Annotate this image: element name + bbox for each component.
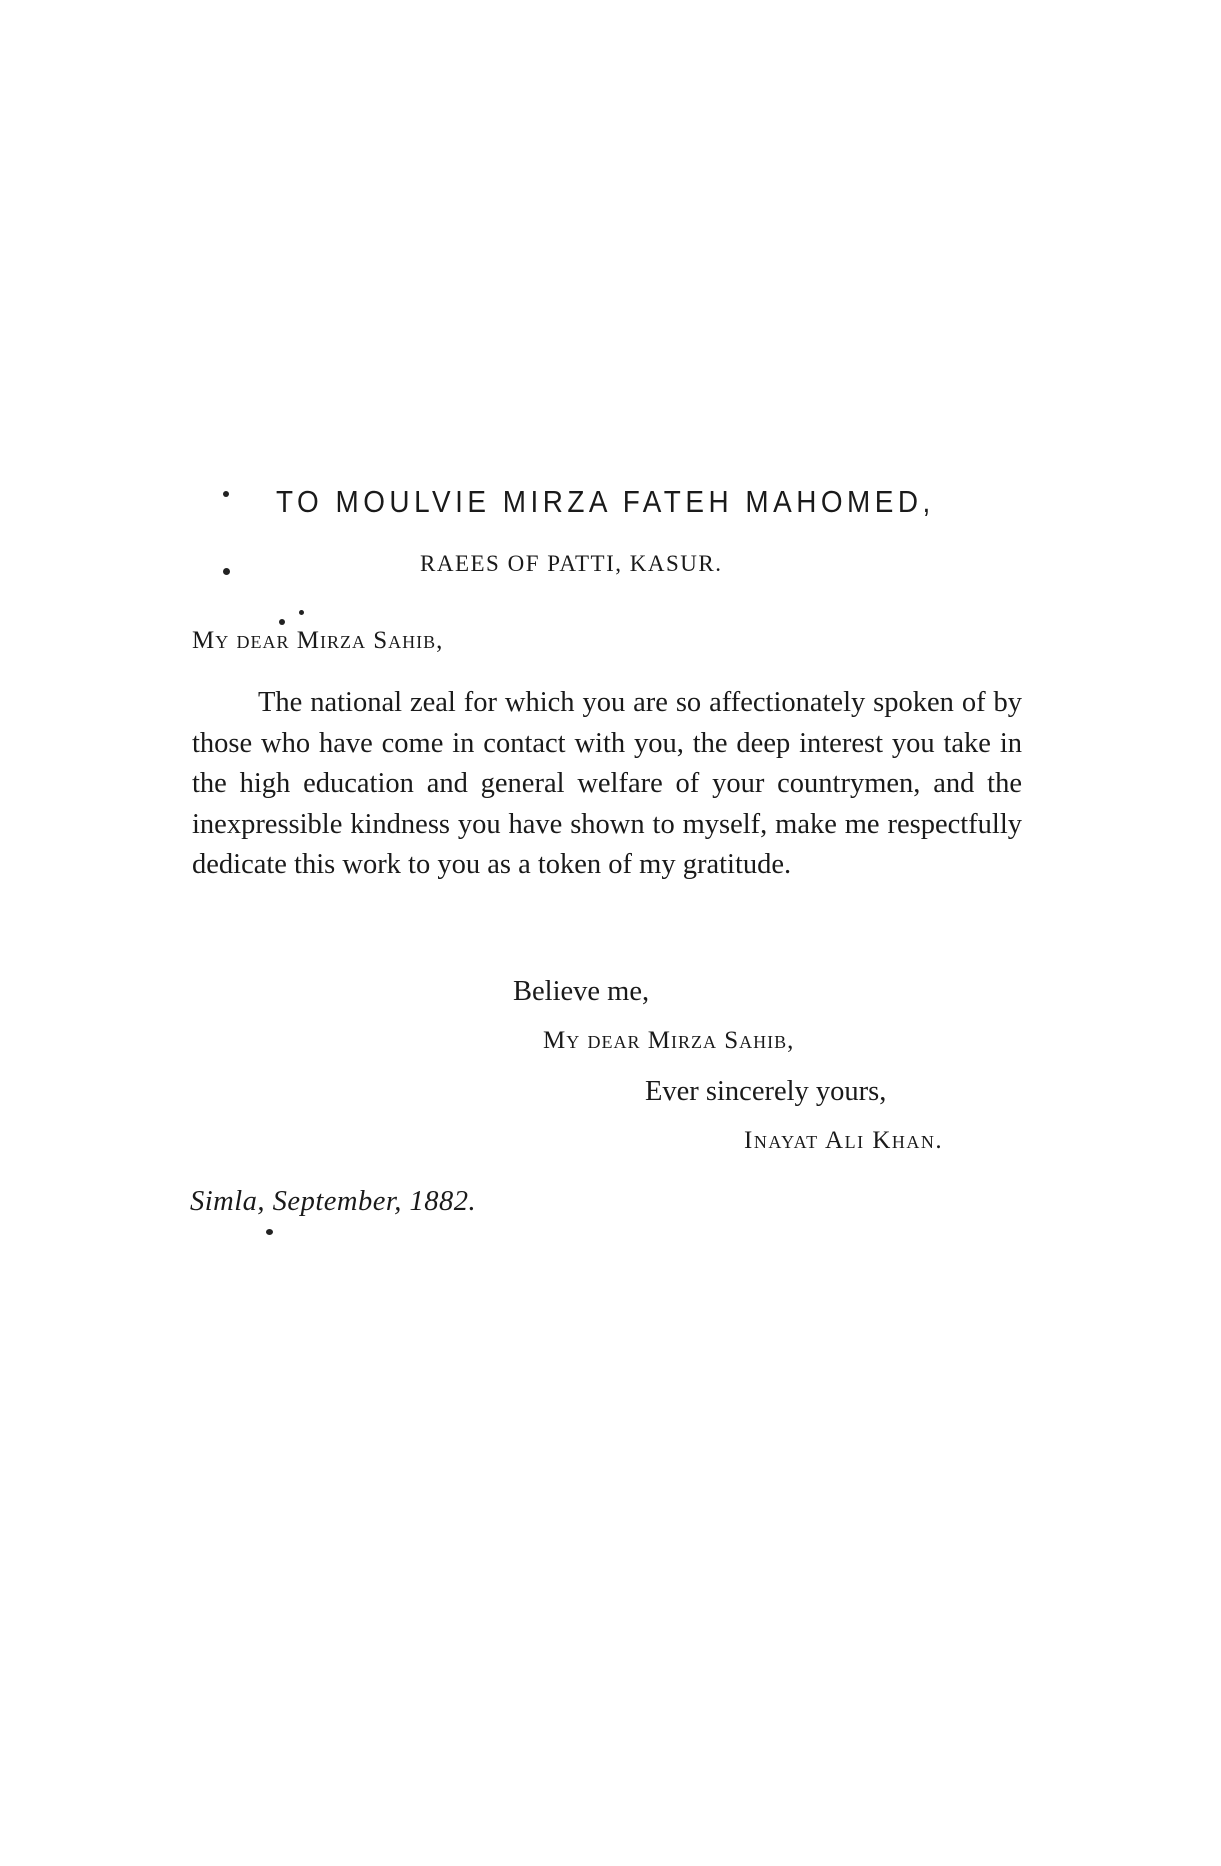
ink-speck [299, 610, 304, 615]
salutation: My dear Mirza Sahib, [192, 627, 444, 654]
signature: Inayat Ali Khan. [744, 1127, 944, 1154]
dedication-body: The national zeal for which you are so affectionately spoken of by those who have come in contact with you, the deep interest you take in the high education and general welfare of your countrymen, and the inexpressible kindness you have shown to myself, make me respectfully dedicate this work to you as a token of my gratitude. [192, 687, 1022, 880]
ink-speck [223, 491, 229, 497]
ink-speck [279, 619, 285, 625]
ink-speck [266, 1229, 273, 1235]
closing-dear: My dear Mirza Sahib, [543, 1027, 795, 1054]
closing-believe: Believe me, [513, 976, 650, 1007]
dedication-subheading: RAEES OF PATTI, KASUR. [420, 551, 723, 576]
closing-yours: Ever sincerely yours, [645, 1076, 887, 1107]
dateline: Simla, September, 1882. [190, 1186, 477, 1217]
dedication-heading: TO MOULVIE MIRZA FATEH MAHOMED, [276, 484, 935, 519]
ink-speck [223, 568, 230, 575]
